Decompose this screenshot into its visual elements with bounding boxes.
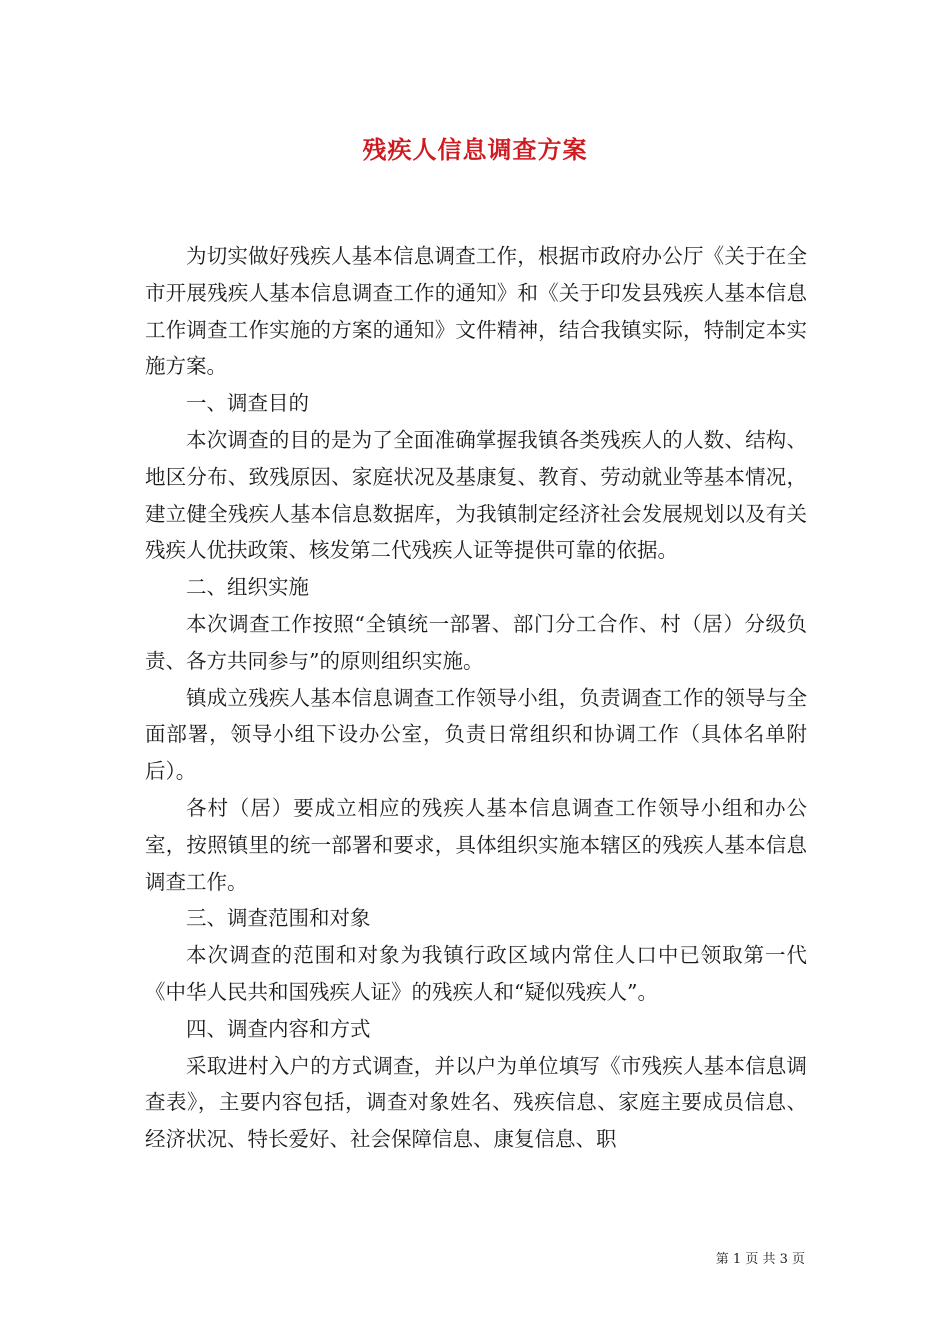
section-heading-scope: 三、调查范围和对象 [186,906,371,931]
paragraph-content: 采取进村入户的方式调查，并以户为单位填写《市残疾人基本信息调查表》，主要内容包括，调查对象姓名、残疾信息、家庭主要成员信息、经济状况、特长爱好、社会保障信息、康复信息、职 [145,1053,807,1152]
paragraph-leading-group: 镇成立残疾人基本信息调查工作领导小组，负责调查工作的领导与全面部署，领导小组下设办公室，负责日常组织和协调工作（具体名单附后）。 [145,685,807,784]
paragraph-organization-principle: 本次调查工作按照“全镇统一部署、部门分工合作、村（居）分级负责、各方共同参与”的原则组织实施。 [145,611,807,673]
document-body [145,238,807,1158]
section-heading-organization: 二、组织实施 [186,575,309,600]
section-heading-purpose: 一、调查目的 [186,391,309,416]
paragraph-purpose: 本次调查的目的是为了全面准确掌握我镇各类残疾人的人数、结构、地区分布、致残原因、家庭状况及基康复、教育、劳动就业等基本情况，建立健全残疾人基本信息数据库，为我镇制定经济社会发展规划以及有关残疾人优扶政策、核发第二代残疾人证等提供可靠的依据。 [145,427,807,563]
section-heading-content: 四、调查内容和方式 [186,1016,371,1041]
paragraph-scope: 本次调查的范围和对象为我镇行政区域内常住人口中已领取第一代《中华人民共和国残疾人证》的残疾人和“疑似残疾人”。 [145,943,807,1004]
paragraph-intro: 为切实做好残疾人基本信息调查工作，根据市政府办公厅《关于在全市开展残疾人基本信息调查工作的通知》和《关于印发县残疾人基本信息工作调查工作实施的方案的通知》文件精神，结合我镇实际，特制定本实施方案。 [145,244,807,379]
page-number-footer: 第 1 页 共 3 页 [715,1252,805,1267]
paragraph-village-groups: 各村（居）要成立相应的残疾人基本信息调查工作领导小组和办公室，按照镇里的统一部署和要求，具体组织实施本辖区的残疾人基本信息调查工作。 [145,795,807,894]
document-title: 残疾人信息调查方案 [362,135,588,164]
